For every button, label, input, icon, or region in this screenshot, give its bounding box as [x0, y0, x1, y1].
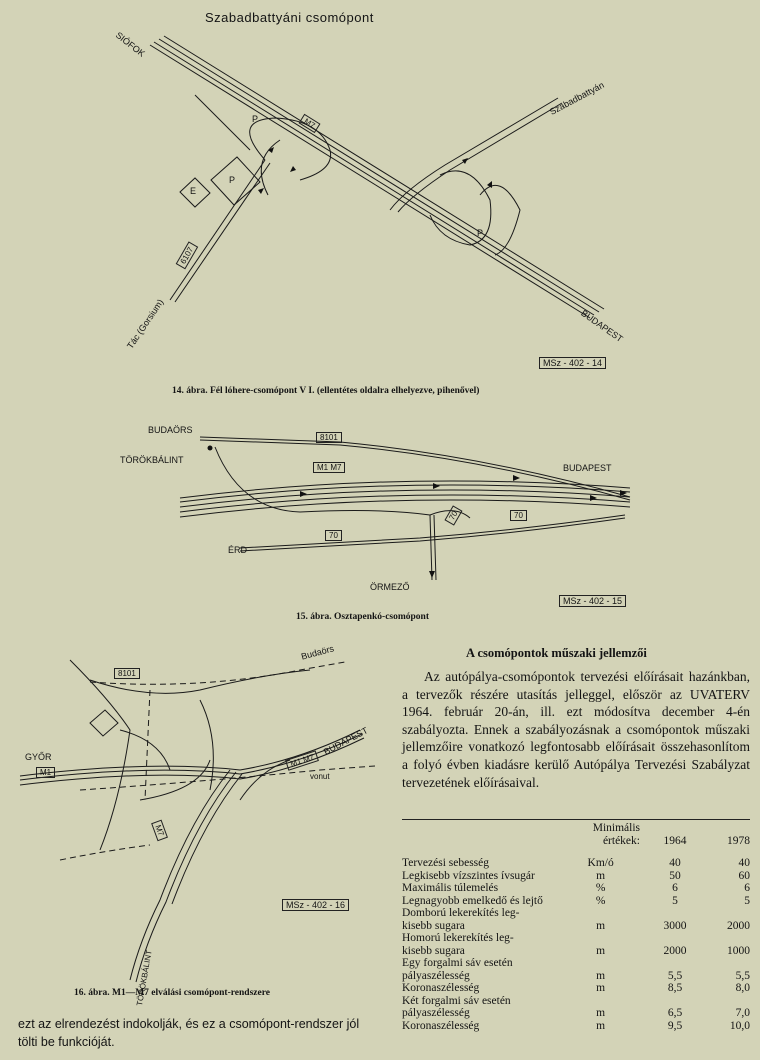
row-label: Homorú lekerekítés leg-: [402, 932, 514, 944]
table-header-row-2: [402, 835, 750, 848]
label-budaors: BUDAÖRS: [148, 425, 193, 435]
parking-label-3: P: [477, 228, 484, 238]
label-budapest: BUDAPEST: [563, 463, 612, 473]
label-torokbalint: TÖRÖKBÁLINT: [120, 455, 184, 465]
label-e: E: [190, 186, 197, 196]
figure-14-caption: 14. ábra. Fél lóhere-csomópont V I. (ellentétes oldalra elhelyezve, pihenővel): [172, 386, 480, 396]
row-value-1964: 40: [669, 857, 681, 869]
road-6107-badge: 6107: [176, 242, 198, 270]
label-gyor: GYŐR: [25, 752, 52, 762]
row-unit: m: [596, 869, 606, 882]
road-70-badge-c: 70: [510, 510, 527, 521]
row-unit: m: [596, 944, 606, 957]
row-value-1978: 2000: [727, 919, 750, 932]
section-heading: A csomópontok műszaki jellemzői: [466, 646, 647, 660]
label-ormezo: ÖRMEZŐ: [370, 582, 410, 592]
row-label: Maximális túlemelés: [402, 882, 499, 894]
figure-16-ref: MSz - 402 - 16: [282, 899, 349, 911]
figure-14-ref: MSz - 402 - 14: [539, 357, 606, 369]
label-budapest: BUDAPEST: [322, 725, 370, 757]
label-vonut: vonut: [310, 772, 330, 781]
row-label: Tervezési sebesség: [402, 857, 490, 869]
row-value-1978: 1000: [727, 944, 750, 957]
row-unit: m: [596, 919, 606, 932]
label-budaors: Budaörs: [300, 643, 335, 662]
table-row: [402, 1020, 750, 1033]
table-header-row-1: [402, 822, 750, 835]
row-value-1978: 10,0: [729, 1019, 750, 1032]
row-label: Koronaszélesség: [402, 982, 480, 994]
table-row-cont: [402, 970, 750, 983]
road-70-badge-a: 70: [325, 530, 342, 541]
row-value-1978: 7,0: [735, 1007, 750, 1019]
table-row: [402, 895, 750, 908]
row-unit: m: [596, 1019, 606, 1032]
row-value-1964: 5: [672, 894, 678, 907]
row-value-1978: 5: [744, 894, 750, 907]
row-value-1964: 8,5: [667, 982, 683, 994]
label-budapest: BUDAPEST: [579, 308, 625, 345]
row-label: Legnagyobb emelkedő és lejtő: [402, 894, 543, 907]
figure-15-caption: 15. ábra. Osztapenkó-csomópont: [296, 612, 430, 622]
row-label-cont: kisebb sugara: [402, 919, 465, 932]
label-szabadbattyan: Szabadbattyán: [548, 79, 606, 117]
header-1978: 1978: [727, 835, 750, 847]
road-m1m7-badge: M1 M7: [285, 750, 319, 770]
table-row-cont: [402, 920, 750, 933]
table-row: [402, 870, 750, 883]
row-value-1978: 60: [738, 869, 750, 882]
table-row-cont: [402, 945, 750, 958]
road-m1m7-badge: M1 M7: [313, 462, 345, 473]
header-1964: 1964: [663, 835, 687, 847]
row-value-1964: 50: [669, 869, 681, 882]
table-row: [402, 932, 750, 945]
table-row: [402, 995, 750, 1008]
row-value-1978: 40: [738, 857, 750, 869]
table-row-cont: [402, 1007, 750, 1020]
table-top-rule: [402, 819, 750, 820]
road-70-badge-b: 70: [444, 505, 462, 525]
road-m7-badge: M7: [299, 114, 321, 133]
label-torokbalint: TÖRÖKBÁLINT: [135, 949, 154, 1007]
row-unit: m: [596, 982, 606, 994]
road-m1-badge: M1: [36, 767, 55, 778]
row-value-1964: 5,5: [667, 969, 683, 982]
row-label: Két forgalmi sáv esetén: [402, 994, 511, 1007]
table-row: [402, 857, 750, 870]
table-row: [402, 907, 750, 920]
row-unit: m: [596, 969, 606, 982]
row-value-1964: 6: [672, 882, 678, 894]
row-value-1964: 9,5: [667, 1019, 683, 1032]
row-label-cont: pályaszélesség: [402, 969, 470, 982]
parking-label-2: P: [229, 175, 236, 185]
table-body: [402, 857, 750, 1032]
row-value-1978: 5,5: [735, 969, 750, 982]
row-unit: m: [596, 1007, 606, 1019]
row-value-1978: 6: [744, 882, 750, 894]
row-label-cont: kisebb sugara: [402, 944, 465, 957]
label-siofok: SIÓFOK: [113, 30, 147, 59]
row-unit: Km/ó: [587, 857, 614, 869]
body-paragraph-text: Az autópálya-csomópontok tervezési előírásait hazánkban, a tervezők részére utasítás jelleggel, először az UVATERV 1964. február 20-án, ill. ezt módosítva december 4-én szabályozta. Ennek a szabályozásnak a csomópontok műszaki jellemzőire vonatkozó legfontosabb előírásait összehasonlítom a folyó évben kiadásre kerülő Autópálya Tervezési Szabályzat tervezetének előírásaival.: [402, 669, 750, 790]
label-tac: Tác (Gorsium): [125, 297, 166, 351]
label-erd: ÉRD: [228, 545, 248, 555]
row-value-1964: 3000: [663, 919, 687, 932]
table-row: [402, 882, 750, 895]
body-paragraph: [402, 668, 750, 791]
tail-text: ezt az elrendezést indokolják, és ez a csomópont-rendszer jól tölti be funkcióját.: [18, 1017, 360, 1049]
row-value-1964: 6,5: [667, 1007, 683, 1019]
figure-14-title: Szabadbattyáni csomópont: [205, 10, 374, 25]
spec-table: [402, 822, 750, 1032]
table-row: [402, 982, 750, 995]
row-value-1964: 2000: [663, 944, 687, 957]
road-m7-badge: M7: [151, 820, 168, 842]
header-min: Minimális: [592, 822, 640, 834]
row-value-1978: 8,0: [735, 982, 750, 994]
road-8101-badge: 8101: [114, 668, 140, 679]
row-label: Egy forgalmi sáv esetén: [402, 957, 513, 969]
row-label: Koronaszélesség: [402, 1019, 480, 1032]
header-values: értékek:: [602, 835, 640, 847]
row-unit: %: [595, 894, 606, 907]
table-row: [402, 957, 750, 970]
row-label-cont: pályaszélesség: [402, 1007, 470, 1019]
row-label: Domború lekerekítés leg-: [402, 907, 520, 919]
row-unit: %: [595, 882, 606, 894]
figure-16-caption: 16. ábra. M1—M7 elválási csomópont-rendszere: [74, 988, 270, 998]
figure-15-ref: MSz - 402 - 15: [559, 595, 626, 607]
parking-label-1: P: [252, 114, 259, 124]
row-label: Legkisebb vízszintes ívsugár: [402, 869, 535, 882]
road-8101-badge: 8101: [316, 432, 342, 443]
